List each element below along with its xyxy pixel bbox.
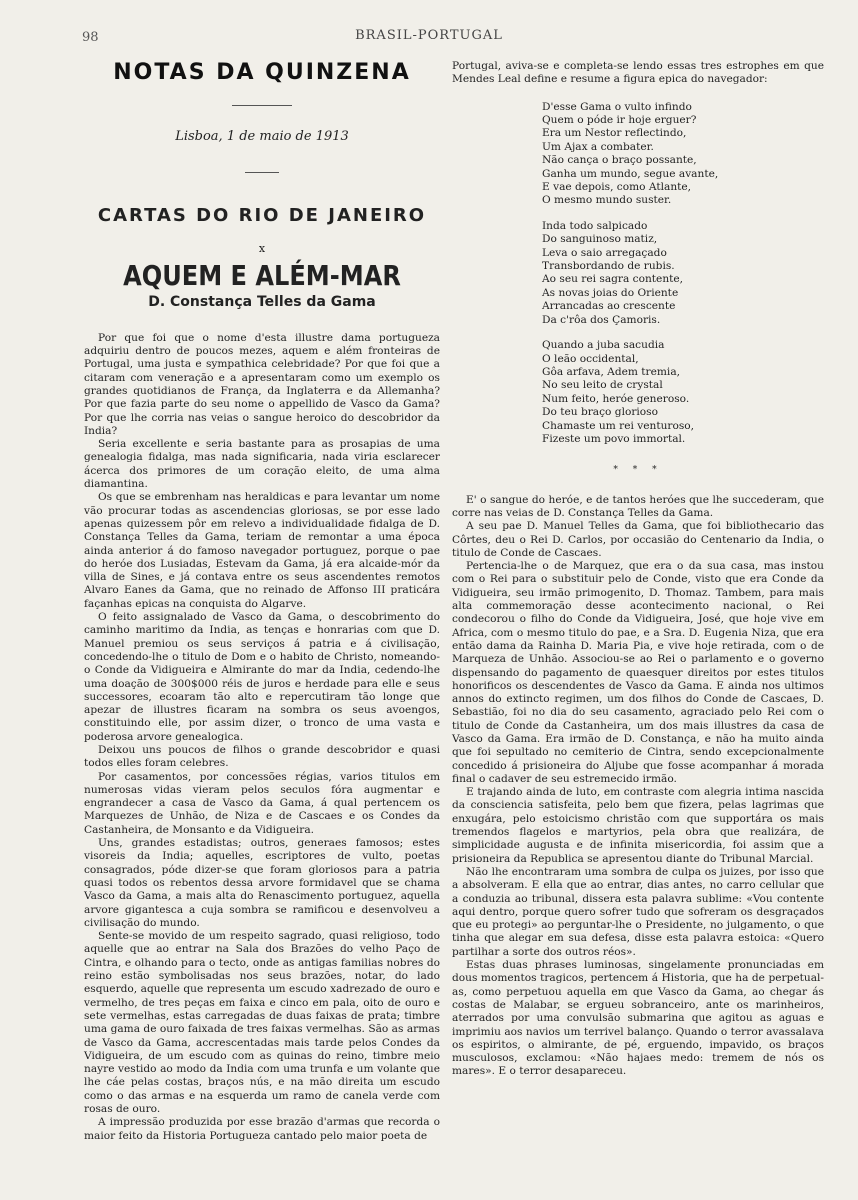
paragraph: E' o sangue do heróe, e de tantos heróes que lhe succederam, que corre nas veias de D. Constança Telles da Gama. [452, 493, 824, 519]
paragraph: Os que se embrenham nas heraldicas e para levantar um nome vão procurar todas as ascendencias gloriosas, se por esse lado apenas quizessem pôr em relevo a individualidade fidalga de D. Constança Telles da Gama, teriam de remontar a uma época ainda anterior á do famoso navegador portuguez, porque o pae do heróe dos Lusiadas, Estevam da Gama, já era alcaide-mór da villa de Sines, e já contava entre os seus ascendentes remotos Alvaro Eanes da Gama, que no reinado de Affonso III praticára façanhas epicas na conquista do Algarve. [84, 491, 440, 610]
page-number: 98 [82, 30, 99, 45]
divider [245, 172, 279, 173]
poem-line: As novas joias do Oriente [542, 286, 679, 299]
poem-line: Transbordando de rubis. [542, 260, 675, 273]
poem-line: Do sanguinoso matiz, [542, 233, 658, 246]
poem-stanza [542, 220, 824, 327]
article-kicker: CARTAS DO RIO DE JANEIRO [97, 204, 427, 226]
paragraph: Seria excellente e seria bastante para as prosapias de uma genealogia fidalga, mas nada significaria, nada viria esclarecer ácerca dos primores de um coração eleito, de uma alma diamantina. [84, 438, 440, 491]
poem-stanza [542, 339, 824, 446]
paragraph: Portugal, aviva-se e completa-se lendo essas tres estrophes em que Mendes Leal define e resume a figura epica do navegador: [452, 60, 824, 86]
poem-line: Arrancadas ao crescente [542, 300, 676, 313]
paragraph: Estas duas phrases luminosas, singelamente pronunciadas em dous momentos tragicos, pertencem á Historia, que ha de perpetual-as, como perpetuou aquella em que Vasco da Gama, ao chegar ás costas de Malabar, se ergueu sobranceiro, ante os marinheiros, aterrados por uma convulsão submarina que agitou as aguas e imprimiu aos navios um terrivel balanço. Quando o terror avassalava os espiritos, o almirante, de pé, erguendo, impavido, os braços musculosos, exclamou: «Não hajaes medo: tremem de nós os mares». E o terror desapareceu. [452, 959, 824, 1078]
poem-line: Da c'rôa dos Çamoris. [542, 313, 661, 326]
running-head: BRASIL-PORTUGAL [355, 28, 503, 43]
paragraph: Por casamentos, por concessões régias, varios titulos em numerosas vidas vieram pelos seculos fóra augmentar e engrandecer a casa de Vasco da Gama, á qual pertencem os Marquezes de Unhão, de Niza e de Cascaes e os Condes da Castanheira, de Monsanto e da Vidigueira. [84, 770, 440, 836]
poem-line: D'esse Gama o vulto infindo [542, 100, 692, 113]
poem-line: No seu leito de crystal [542, 379, 663, 392]
poem-line: Ao seu rei sagra contente, [542, 273, 684, 286]
poem-line: Chamaste um rei venturoso, [542, 419, 695, 432]
poem-line: O leão occidental, [542, 352, 639, 365]
poem-line: O mesmo mundo suster. [542, 194, 672, 207]
paragraph: Pertencia-lhe o de Marquez, que era o da sua casa, mas instou com o Rei para o substituir pelo de Conde, visto que era Conde da Vidigueira, seu irmão primogenito, D. Thomaz. Tambem, para mais alta commemoração desse acontecimento nacional, o Rei condecorou o filho do Conde da Vidigueira, José, que hoje vive em Africa, com o mesmo titulo do pae, e a Sra. D. Eugenia Niza, que era então dama da Rainha D. Maria Pia, e vive hoje retirada, com o de Marqueza de Unhão. Associou-se ao Rei o parlamento e o governo dispensando do pagamento de quaesquer direitos por estes titulos honorificos os descendentes de Vasco da Gama. E ainda nos ultimos annos do extincto regimen, um dos filhos do Conde de Cascaes, D. Sebastião, foi no dia do seu casamento, agraciado pelo Rei com o titulo de Conde da Castanheira, um dos mais illustres da casa de Vasco da Gama. Era irmão de D. Constança, e não ha muito ainda que foi sepultado no cemiterio de Cintra, sendo excepcionalmente concedido á prisioneira do Aljube que fosse acompanhar á morada final o cadaver de seu estremecido irmão. [452, 560, 824, 785]
poem-line: Quem o póde ir hoje erguer? [542, 114, 697, 126]
paragraph: Deixou uns poucos de filhos o grande descobridor e quasi todos elles foram celebres. [84, 743, 440, 770]
separator: x [258, 241, 266, 255]
section-title: NOTAS DA QUINZENA [113, 60, 411, 85]
poem-line: Não cança o braço possante, [542, 154, 697, 167]
poem-line: Do teu braço glorioso [542, 406, 658, 419]
poem-line: Num feito, heróe generoso. [542, 392, 690, 405]
paragraph: A seu pae D. Manuel Telles da Gama, que foi bibliothecario das Côrtes, deu o Rei D. Carlos, por occasião do Centenario da India, o titulo de Conde de Cascaes. [452, 520, 824, 559]
poem [542, 101, 824, 447]
poem-line: Quando a juba sacudia [542, 339, 665, 352]
poem-line: Gôa arfava, Adem tremia, [542, 365, 680, 378]
paragraph: Por que foi que o nome d'esta illustre dama portugueza adquiriu dentro de poucos mezes, aquem e além fronteiras de Portugal, uma justa e sympathica celebridade? Por que foi que a citaram com veneração e a apresentaram como um exemplo os grandes quotidianos de França, da Inglaterra e da Allemanha? Por que fazia parte do seu nome o appellido de Vasco da Gama? Por que lhe corria nas veias o sangue heroico do descobridor da India? [84, 331, 440, 437]
poem-line: Um Ajax a combater. [542, 140, 654, 153]
poem-line: E vae depois, como Atlante, [542, 181, 692, 194]
poem-line: Fizeste um povo immortal. [542, 432, 686, 445]
poem-line: Leva o saio arregaçado [542, 246, 667, 259]
poem-line: Inda todo salpicado [542, 219, 648, 232]
paragraph: O feito assignalado de Vasco da Gama, o descobrimento do caminho maritimo da India, as tenças e honrarias com que D. Manuel premiou os seus serviços á patria e á civilisação, concedendo-lhe o titulo de Dom e o habito de Christo, nomeando-o Conde da Vidigueira e Almirante do mar da India, cedendo-lhe uma doação de 300$000 réis de juros e herdade para elle e seus successores, ecoaram tão alto e repercutiram tão longe que apezar de illustres ficaram na sombra os seus avoengos, constituindo elle, por assim dizer, o tronco de uma vasta e poderosa arvore genealogica. [84, 611, 440, 743]
paragraph: Não lhe encontraram uma sombra de culpa os juizes, por isso que a absolveram. E ella que ao entrar, dias antes, no carro cellular que a conduzia ao tribunal, dissera esta palavra sublime: «Vou contente aqui dentro, porque quero sofrer tudo que sofreram os desgraçados que eu protegi» ao perguntar-lhe o Presidente, no julgamento, o que tinha que alegar em sua defesa, disse esta palavra estoica: «Quero partilhar a sorte dos outros réos». [452, 865, 824, 958]
divider [232, 105, 292, 106]
article-author: D. Constança Telles da Gama [148, 294, 376, 311]
paragraph: A impressão produzida por esse brazão d'armas que recorda o maior feito da Historia Portugueza cantado pelo maior poeta de [84, 1116, 440, 1142]
poem-stanza [542, 101, 824, 208]
paragraph: Uns, grandes estadistas; outros, generaes famosos; estes visoreis da India; aquelles, escriptores de vulto, poetas consagrados, póde dizer-se que foram gloriosos para a patria quasi todos os rebentos dessa arvore formidavel que se chama Vasco da Gama, a mais alta do Renascimento portuguez, aquella arvore gigantesca a cuja sombra se ramificou e desenvolveu a civilisação do mundo. [84, 837, 440, 929]
paragraph: Sente-se movido de um respeito sagrado, quasi religioso, todo aquelle que ao entrar na Sala dos Brazões do velho Paço de Cintra, e olhando para o tecto, onde as antigas familias nobres do reino estão symbolisadas nos seus brazões, notar, do lado esquerdo, aquelle que representa um escudo xadrezado de ouro e vermelho, de tres peças em faixa e cinco em pala, oito de ouro e sete vermelhas, estas carregadas de duas faixas de prata; timbre uma gama de ouro faixada de tres faixas vermelhas. São as armas de Vasco da Gama, accrescentadas mais tarde pelos Condes da Vidigueira, de um escudo com as quinas do reino, timbre meio nayre vestido ao modo da India com uma trunfa e um volante que lhe cáe pelas costas, braços nús, e na mão direita um escudo como o das armas e na esquerda um ramo de canela verde com rosas de ouro. [84, 930, 440, 1115]
poem-line: Era um Nestor reflectindo, [542, 127, 687, 140]
dateline: Lisboa, 1 de maio de 1913 [175, 129, 349, 145]
section-break: * * * [613, 465, 663, 476]
left-column [84, 62, 440, 1143]
poem-line: Ganha um mundo, segue avante, [542, 167, 719, 180]
right-column [452, 60, 824, 1079]
article-title: AQUEM E ALÉM-MAR [123, 259, 401, 293]
paragraph: E trajando ainda de luto, em contraste com alegria intima nascida da consciencia satisfeita, pelo bem que fizera, pelas lagrimas que enxugára, pelo estoicismo christão com que supportára os mais tremendos flagelos e martyrios, pela obra que realizára, de simplicidade augusta e de infinita misericordia, foi assim que a prisioneira da Republica se apresentou diante do Tribunal Marcial. [452, 786, 824, 865]
